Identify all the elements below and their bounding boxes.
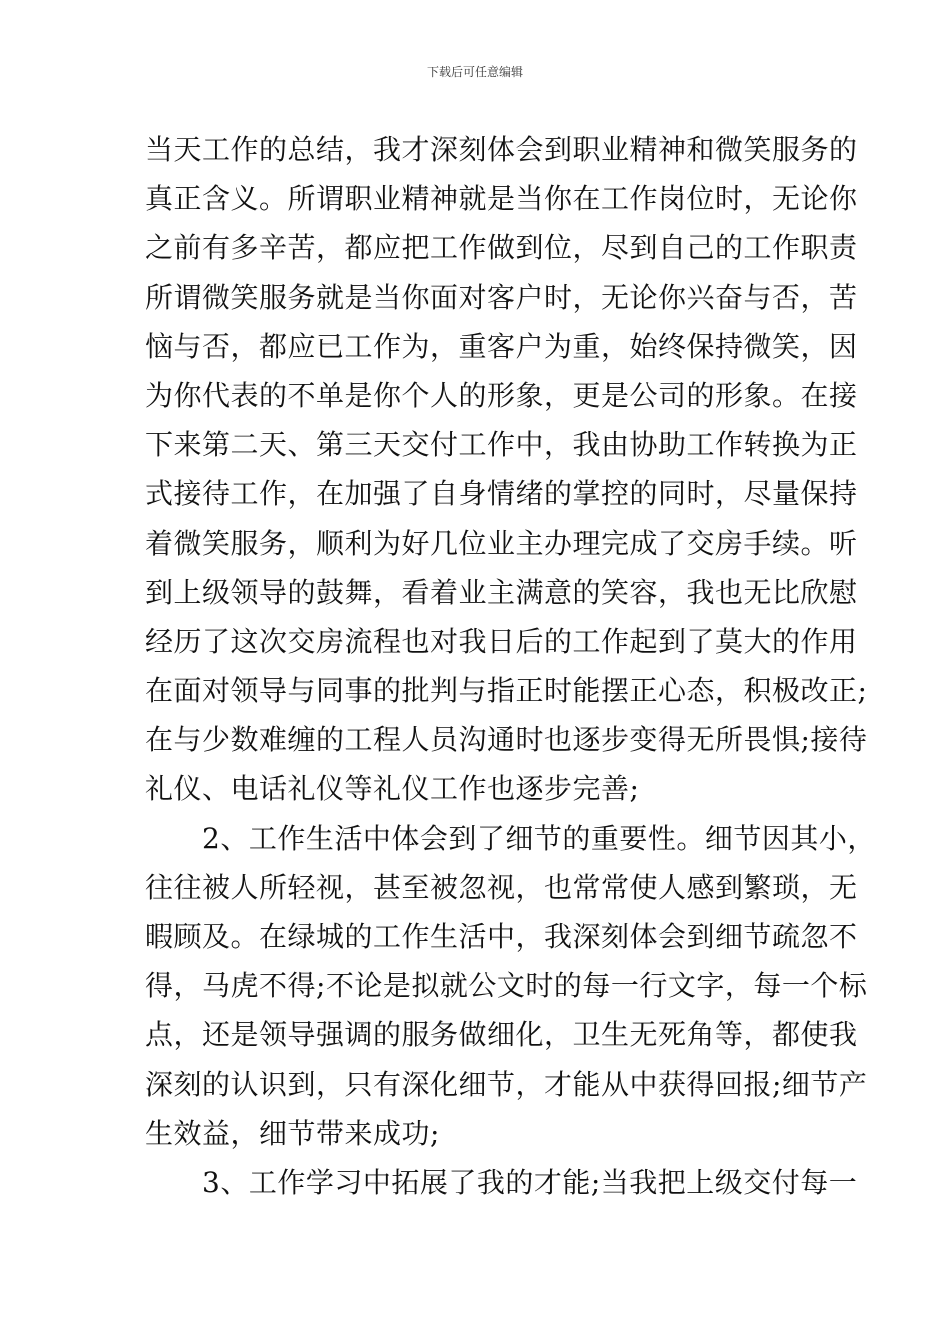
text-line: 在与少数难缠的工程人员沟通时也逐步变得无所畏惧;接待 <box>145 723 868 757</box>
text-line: 深刻的认识到，只有深化细节，才能从中获得回报;细节产 <box>145 1067 868 1101</box>
text-line: 式接待工作，在加强了自身情绪的掌控的同时，尽量保持 <box>145 477 858 511</box>
text-line: 点，还是领导强调的服务做细化，卫生无死角等，都使我 <box>145 1018 858 1052</box>
text-line: 到上级领导的鼓舞，看着业主满意的笑容，我也无比欣慰 <box>145 575 858 609</box>
page-header: 下载后可任意编辑 <box>426 65 523 79</box>
paragraph <box>145 1158 858 1207</box>
text-line: 当天工作的总结，我才深刻体会到职业精神和微笑服务的 <box>145 133 858 166</box>
text-line: 为你代表的不单是你个人的形象，更是公司的形象。在接 <box>145 378 858 412</box>
text-line: 经历了这次交房流程也对我日后的工作起到了莫大的作用 <box>145 624 858 658</box>
text-line: 3、工作学习中拓展了我的才能;当我把上级交付每一 <box>145 1165 858 1199</box>
text-line: 之前有多辛苦，都应把工作做到位，尽到自己的工作职责 <box>145 231 858 265</box>
text-line: 往往被人所轻视，甚至被忽视，也常常使人感到繁琐，无 <box>145 870 858 904</box>
document-body <box>145 125 876 1207</box>
paragraph <box>145 125 868 814</box>
text-line: 恼与否，都应已工作为，重客户为重，始终保持微笑，因 <box>145 329 858 363</box>
text-line: 真正含义。所谓职业精神就是当你在工作岗位时，无论你 <box>145 182 858 216</box>
text-line: 礼仪、电话礼仪等礼仪工作也逐步完善; <box>145 772 640 806</box>
text-line: 在面对领导与同事的批判与指正时能摆正心态，积极改正; <box>145 674 868 708</box>
text-line: 生效益，细节带来成功; <box>145 1116 440 1150</box>
text-line: 2、工作生活中体会到了细节的重要性。细节因其小， <box>145 821 876 855</box>
text-line: 着微笑服务，顺利为好几位业主办理完成了交房手续。听 <box>145 526 858 560</box>
text-line: 得，马虎不得;不论是拟就公文时的每一行文字，每一个标 <box>145 969 868 1003</box>
paragraph <box>145 814 876 1158</box>
text-line: 下来第二天、第三天交付工作中，我由协助工作转换为正 <box>145 428 858 462</box>
text-line: 暇顾及。在绿城的工作生活中，我深刻体会到细节疏忽不 <box>145 920 858 953</box>
text-line: 所谓微笑服务就是当你面对客户时，无论你兴奋与否，苦 <box>145 280 858 314</box>
